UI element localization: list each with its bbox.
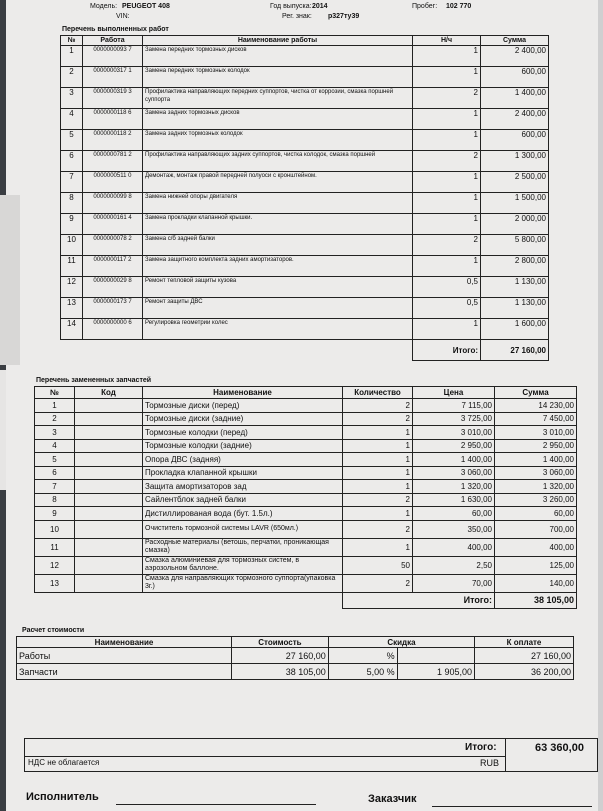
work-hours: 1 [413, 130, 481, 151]
work-code: 0000000118 6 [83, 109, 143, 130]
part-name: Смазка алюминиевая для тормозных систем, в аэрозольном баллоне. [143, 556, 343, 574]
row-number: 3 [35, 426, 75, 440]
table-row [35, 399, 577, 413]
work-code: 0000000093 7 [83, 46, 143, 67]
part-price: 7 115,00 [413, 399, 495, 413]
invoice-sheet [6, 0, 598, 811]
background-paper-edge [598, 0, 603, 811]
work-code: 0000000317 1 [83, 67, 143, 88]
work-sum: 2 800,00 [481, 256, 549, 277]
work-hours: 1 [413, 256, 481, 277]
work-sum: 1 400,00 [481, 88, 549, 109]
part-sum: 7 450,00 [495, 412, 577, 426]
part-qty: 2 [343, 574, 413, 592]
work-code: 0000000319 3 [83, 88, 143, 109]
table-row [35, 412, 577, 426]
part-qty: 1 [343, 480, 413, 494]
row-number: 6 [61, 151, 83, 172]
cost-col-discount: Скидка [328, 637, 474, 648]
parts-col-header: Цена [413, 387, 495, 399]
part-code [75, 439, 143, 453]
part-name: Дистиллированая вода (бут. 1.5л.) [143, 507, 343, 521]
part-price: 60,00 [413, 507, 495, 521]
discount-sum [397, 648, 474, 664]
model-label: Модель: [90, 3, 118, 10]
background-notepad [0, 370, 6, 490]
work-hours: 1 [413, 172, 481, 193]
table-row [61, 109, 549, 130]
work-name: Демонтаж, монтаж правой передней полуоси с кронштейном. [143, 172, 413, 193]
part-name: Тормозные колодки (задние) [143, 439, 343, 453]
currency: RUB [480, 758, 500, 768]
vat-note: НДС не облагается [28, 758, 100, 767]
work-sum: 2 400,00 [481, 109, 549, 130]
pay-value: 36 200,00 [475, 664, 574, 680]
cost-name: Запчасти [17, 664, 232, 680]
work-hours: 0,5 [413, 277, 481, 298]
work-hours: 1 [413, 319, 481, 340]
row-number: 2 [35, 412, 75, 426]
table-row [35, 439, 577, 453]
row-number: 13 [35, 574, 75, 592]
part-code [75, 399, 143, 413]
part-qty: 1 [343, 507, 413, 521]
part-price: 350,00 [413, 520, 495, 538]
part-qty: 50 [343, 556, 413, 574]
row-number: 5 [61, 130, 83, 151]
row-number: 10 [35, 520, 75, 538]
table-row [17, 664, 574, 680]
row-number: 1 [61, 46, 83, 67]
vin-label: VIN: [116, 13, 130, 20]
work-hours: 0,5 [413, 298, 481, 319]
part-name: Опора ДВС (задняя) [143, 453, 343, 467]
row-number: 4 [61, 109, 83, 130]
year-label: Год выпуска: [270, 3, 312, 10]
part-code [75, 466, 143, 480]
work-hours: 1 [413, 214, 481, 235]
part-sum: 60,00 [495, 507, 577, 521]
parts-table [34, 386, 577, 609]
part-code [75, 507, 143, 521]
part-name: Защита амортизаторов зад [143, 480, 343, 494]
row-number: 12 [35, 556, 75, 574]
part-qty: 1 [343, 466, 413, 480]
work-name: Замена передних тормозных дисков [143, 46, 413, 67]
discount-percent: 5,00 % [328, 664, 397, 680]
parts-col-header: Количество [343, 387, 413, 399]
customer-signature-line [432, 806, 592, 807]
work-code: 0000000511 0 [83, 172, 143, 193]
work-name: Замена нижней опоры двигателя [143, 193, 413, 214]
grand-total-value: 63 360,00 [535, 742, 584, 754]
parts-title: Перечень замененных запчастей [36, 377, 152, 384]
work-code: 0000000161 4 [83, 214, 143, 235]
cost-col-name: Наименование [17, 637, 232, 648]
table-row [35, 556, 577, 574]
summary-box [24, 738, 598, 772]
part-qty: 2 [343, 399, 413, 413]
row-number: 6 [35, 466, 75, 480]
table-row [61, 193, 549, 214]
part-price: 400,00 [413, 538, 495, 556]
row-number: 4 [35, 439, 75, 453]
row-number: 8 [61, 193, 83, 214]
work-code: 0000000781 2 [83, 151, 143, 172]
parts-col-header: Сумма [495, 387, 577, 399]
table-row [61, 88, 549, 109]
executor-signature-line [116, 804, 316, 805]
work-hours: 2 [413, 151, 481, 172]
plate-value: р327ту39 [328, 13, 360, 20]
table-row [35, 426, 577, 440]
part-price: 3 060,00 [413, 466, 495, 480]
row-number: 1 [35, 399, 75, 413]
works-total-label: Итого: [413, 340, 481, 361]
works-col-header: Н/ч [413, 36, 481, 46]
work-sum: 600,00 [481, 130, 549, 151]
work-sum: 5 800,00 [481, 235, 549, 256]
work-hours: 2 [413, 88, 481, 109]
table-row [35, 466, 577, 480]
work-code: 0000000117 2 [83, 256, 143, 277]
table-row [61, 46, 549, 67]
work-hours: 1 [413, 109, 481, 130]
work-code: 0000000099 8 [83, 193, 143, 214]
part-sum: 700,00 [495, 520, 577, 538]
part-code [75, 520, 143, 538]
part-name: Смазка для направляющих тормозного суппорта(упаковка 3г.) [143, 574, 343, 592]
work-hours: 2 [413, 235, 481, 256]
discount-sum: 1 905,00 [397, 664, 474, 680]
table-row [35, 574, 577, 592]
table-row [61, 319, 549, 340]
model-value: PEUGEOT 408 [122, 3, 170, 10]
work-code: 0000000173 7 [83, 298, 143, 319]
table-row [61, 151, 549, 172]
part-name: Очиститель тормозной системы LAVR (650мл.) [143, 520, 343, 538]
part-qty: 2 [343, 520, 413, 538]
work-code: 0000000000 6 [83, 319, 143, 340]
part-qty: 1 [343, 439, 413, 453]
table-row [35, 538, 577, 556]
table-row [35, 507, 577, 521]
part-code [75, 453, 143, 467]
part-price: 2 950,00 [413, 439, 495, 453]
part-name: Сайлентблок задней балки [143, 493, 343, 507]
part-name: Прокладка клапанной крышки [143, 466, 343, 480]
work-sum: 1 130,00 [481, 298, 549, 319]
work-sum: 1 500,00 [481, 193, 549, 214]
part-qty: 2 [343, 412, 413, 426]
cost-value: 27 160,00 [232, 648, 329, 664]
works-col-header: № [61, 36, 83, 46]
table-row [61, 67, 549, 88]
row-number: 5 [35, 453, 75, 467]
year-value: 2014 [312, 3, 328, 10]
part-price: 1 400,00 [413, 453, 495, 467]
part-sum: 140,00 [495, 574, 577, 592]
part-code [75, 556, 143, 574]
work-name: Замена задних тормозных дисков [143, 109, 413, 130]
part-price: 1 630,00 [413, 493, 495, 507]
part-price: 3 725,00 [413, 412, 495, 426]
work-sum: 2 400,00 [481, 46, 549, 67]
parts-col-header: Код [75, 387, 143, 399]
work-sum: 2 500,00 [481, 172, 549, 193]
part-code [75, 480, 143, 494]
works-total-value: 27 160,00 [481, 340, 549, 361]
row-number: 9 [61, 214, 83, 235]
row-number: 14 [61, 319, 83, 340]
part-sum: 1 320,00 [495, 480, 577, 494]
row-number: 12 [61, 277, 83, 298]
part-qty: 2 [343, 493, 413, 507]
plate-label: Рег. знак: [282, 13, 312, 20]
customer-label: Заказчик [368, 793, 417, 805]
work-name: Замена с/б задней балки [143, 235, 413, 256]
works-title: Перечень выполненных работ [62, 26, 169, 33]
work-sum: 1 600,00 [481, 319, 549, 340]
cost-value: 38 105,00 [232, 664, 329, 680]
work-name: Регулировка геометрии колес [143, 319, 413, 340]
cost-title: Расчет стоимости [22, 627, 85, 634]
parts-total-label: Итого: [343, 592, 495, 609]
part-sum: 400,00 [495, 538, 577, 556]
work-name: Профилактика направляющих задних суппортов, чистка колодок, смазка поршней [143, 151, 413, 172]
work-name: Замена защитного комплекта задних амортизаторов. [143, 256, 413, 277]
part-name: Тормозные диски (перед) [143, 399, 343, 413]
table-row [61, 172, 549, 193]
part-sum: 3 060,00 [495, 466, 577, 480]
part-name: Тормозные колодки (перед) [143, 426, 343, 440]
part-code [75, 574, 143, 592]
work-hours: 1 [413, 193, 481, 214]
background-paper-scrap [0, 195, 20, 365]
part-sum: 2 950,00 [495, 439, 577, 453]
cost-col-pay: К оплате [475, 637, 574, 648]
work-code: 0000000029 8 [83, 277, 143, 298]
row-number: 11 [35, 538, 75, 556]
row-number: 11 [61, 256, 83, 277]
part-qty: 1 [343, 426, 413, 440]
works-col-header: Работа [83, 36, 143, 46]
cost-table [16, 636, 574, 680]
table-row [61, 235, 549, 256]
row-number: 10 [61, 235, 83, 256]
work-name: Замена передних тормозных колодок [143, 67, 413, 88]
parts-col-header: Наименование [143, 387, 343, 399]
work-name: Ремонт защиты ДВС [143, 298, 413, 319]
row-number: 8 [35, 493, 75, 507]
work-name: Замена задних тормозных колодок [143, 130, 413, 151]
row-number: 3 [61, 88, 83, 109]
row-number: 9 [35, 507, 75, 521]
work-code: 0000000078 2 [83, 235, 143, 256]
executor-label: Исполнитель [26, 791, 99, 803]
mileage-value: 102 770 [446, 3, 472, 10]
part-sum: 3 260,00 [495, 493, 577, 507]
part-code [75, 412, 143, 426]
part-price: 3 010,00 [413, 426, 495, 440]
part-sum: 3 010,00 [495, 426, 577, 440]
grand-total-label: Итого: [465, 742, 497, 753]
work-name: Профилактика направляющих передних суппортов, чистка от коррозии, смазка поршней суппорта [143, 88, 413, 109]
table-row [17, 648, 574, 664]
works-col-header: Наименование работы [143, 36, 413, 46]
part-price: 2,50 [413, 556, 495, 574]
work-sum: 1 130,00 [481, 277, 549, 298]
table-row [61, 130, 549, 151]
part-sum: 1 400,00 [495, 453, 577, 467]
part-name: Расходные материалы (ветошь, перчатки, проникающая смазка) [143, 538, 343, 556]
work-name: Замена прокладки клапанной крышки. [143, 214, 413, 235]
part-code [75, 493, 143, 507]
cost-name: Работы [17, 648, 232, 664]
row-number: 2 [61, 67, 83, 88]
part-sum: 125,00 [495, 556, 577, 574]
part-price: 70,00 [413, 574, 495, 592]
works-col-header: Сумма [481, 36, 549, 46]
work-sum: 1 300,00 [481, 151, 549, 172]
part-name: Тормозные диски (задние) [143, 412, 343, 426]
part-qty: 1 [343, 453, 413, 467]
parts-total-value: 38 105,00 [495, 592, 577, 609]
table-row [35, 520, 577, 538]
work-sum: 600,00 [481, 67, 549, 88]
work-hours: 1 [413, 46, 481, 67]
table-row [35, 493, 577, 507]
part-code [75, 426, 143, 440]
row-number: 7 [35, 480, 75, 494]
table-row [61, 214, 549, 235]
part-price: 1 320,00 [413, 480, 495, 494]
row-number: 7 [61, 172, 83, 193]
part-code [75, 538, 143, 556]
part-sum: 14 230,00 [495, 399, 577, 413]
part-qty: 1 [343, 538, 413, 556]
work-code: 0000000118 2 [83, 130, 143, 151]
work-hours: 1 [413, 67, 481, 88]
mileage-label: Пробег: [412, 3, 438, 10]
discount-percent: % [328, 648, 397, 664]
pay-value: 27 160,00 [475, 648, 574, 664]
table-row [35, 480, 577, 494]
row-number: 13 [61, 298, 83, 319]
cost-col-cost: Стоимость [232, 637, 329, 648]
work-name: Ремонт тепловой защиты кузова [143, 277, 413, 298]
table-row [61, 256, 549, 277]
works-table [60, 35, 549, 361]
table-row [61, 277, 549, 298]
parts-col-header: № [35, 387, 75, 399]
work-sum: 2 000,00 [481, 214, 549, 235]
table-row [61, 298, 549, 319]
table-row [35, 453, 577, 467]
